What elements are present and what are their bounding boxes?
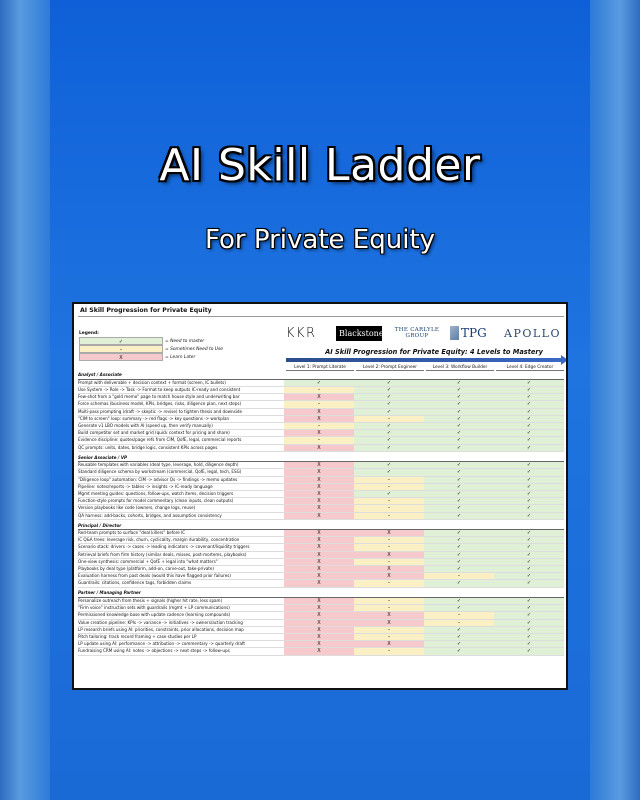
check-icon: ✓ [494,566,564,573]
legend-title: Legend: [79,331,99,336]
x-icon: X [284,580,354,587]
dash-icon: – [354,648,424,655]
x-icon: X [284,633,354,640]
x-icon: X [354,612,424,619]
check-icon: ✓ [424,408,494,415]
skill-label: "Diligence loop" automation: CIM -> advisor Qs -> findings -> memo updates [78,476,284,483]
table-row [78,573,564,580]
x-icon: X [354,566,424,573]
table-row [78,605,564,612]
check-icon: ✓ [424,512,494,519]
check-icon: ✓ [424,379,494,386]
skill-label: Value creation pipeline: KPIs -> variance -> initiatives -> owners/action tracking [78,619,284,626]
x-icon: X [354,573,424,580]
check-icon: ✓ [424,544,494,551]
x-icon: X [284,544,354,551]
skill-label: Evaluation harness from past deals (would this have flagged prior failures) [78,573,284,580]
skill-label: Fundraising CRM using AI: notes -> objections -> next steps -> follow-ups [78,648,284,655]
check-icon: ✓ [424,537,494,544]
tpg-logo [450,326,498,340]
table-row [78,505,564,512]
x-icon: X [284,573,354,580]
check-icon: ✓ [494,505,564,512]
check-icon: ✓ [354,462,424,469]
dash-icon: – [284,423,354,430]
dash-icon: – [354,476,424,483]
x-icon: X [284,551,354,558]
tpg-logo-text: TPG [461,326,487,340]
check-icon: ✓ [354,469,424,476]
skill-label: Playbooks by deal type (platform, add-on, carve-out, take-private) [78,566,284,573]
dash-icon: – [424,573,494,580]
skill-label: Multi-pass prompting (draft -> skeptic -> revise) to tighten thesis and downside [78,408,284,415]
level-header-4: Level 4: Edge Creator [496,364,564,371]
divider [78,316,564,317]
legend-label: = Need to master [165,338,205,344]
check-icon: ✓ [424,580,494,587]
check-icon: ✓ [494,597,564,604]
skill-label: Mgmt meeting guides: questions, follow-ups, watch items, decision triggers [78,490,284,497]
x-icon: X [284,626,354,633]
x-icon: X [284,498,354,505]
x-icon: X [284,483,354,490]
cover-title: AI Skill Ladder [159,140,481,191]
table-row [78,537,564,544]
table-row [78,633,564,640]
dash-icon: – [354,537,424,544]
check-icon: ✓ [494,537,564,544]
check-icon: ✓ [354,490,424,497]
check-icon: ✓ [494,512,564,519]
dash-icon: – [354,512,424,519]
skill-label: Guardrails: citations, confidence tags, forbidden claims [78,580,284,587]
x-icon: X [284,612,354,619]
table-row [78,558,564,565]
check-icon: ✓ [354,437,424,444]
skill-label: Scenario stack: drivers -> cases -> leading indicators -> covenant/liquidity triggers [78,544,284,551]
check-icon: ✓ [354,430,424,437]
table-row [78,498,564,505]
check-icon: ✓ [424,387,494,394]
check-icon: ✓ [494,626,564,633]
blackstone-logo: Blackstone [336,326,382,341]
check-icon: ✓ [494,476,564,483]
check-icon: ✓ [494,605,564,612]
check-icon: ✓ [354,444,424,451]
dash-icon: – [354,605,424,612]
check-icon: ✓ [424,633,494,640]
check-icon: ✓ [354,387,424,394]
x-icon: X [284,530,354,537]
table-row [78,530,564,537]
legend-label: = Sometimes Need to Use [165,346,224,352]
kkr-logo: KKR [286,325,317,341]
check-icon: ✓ [284,379,354,386]
skill-label: Personalize outreach from thesis + signals (higher hit rate, less spam) [78,597,284,604]
x-icon: X [284,415,354,422]
skill-label: Permissioned knowledge base with update cadence (learning compounds) [78,612,284,619]
dash-icon: – [79,345,163,353]
dash-icon: – [284,437,354,444]
dash-icon: – [354,483,424,490]
check-icon: ✓ [494,437,564,444]
table-row [78,544,564,551]
table-row [78,612,564,619]
level-header-3: Level 3: Workflow Builder [426,364,494,371]
check-icon: ✓ [424,444,494,451]
check-icon: ✓ [494,633,564,640]
check-icon: ✓ [424,437,494,444]
check-icon: ✓ [424,530,494,537]
table-row [78,415,564,422]
table-row [78,476,564,483]
dash-icon: – [354,505,424,512]
section-title: Partner / Managing Partner [78,590,564,597]
x-icon: X [284,462,354,469]
tpg-mark-icon [450,326,459,340]
check-icon: ✓ [494,573,564,580]
check-icon: ✓ [494,387,564,394]
check-icon: ✓ [494,641,564,648]
skill-label: Generate v1 LBO models with AI (speed up, then verify manually) [78,423,284,430]
check-icon: ✓ [424,490,494,497]
section-title: Senior Associate / VP [78,454,564,461]
section-title: Analyst / Associate [78,372,564,379]
check-icon: ✓ [424,551,494,558]
skill-label: QA harness: add-backs, cohorts, bridges, and assumption consistency [78,512,284,519]
skill-label: QC prompts: units, dates, bridge logic, consistent KPIs across pages [78,444,284,451]
table-row [78,566,564,573]
progression-arrow-icon [286,358,562,362]
x-icon: X [284,605,354,612]
table-row [78,387,564,394]
legend-item-later [79,353,254,361]
skill-progression-sheet [72,302,568,690]
x-icon: X [284,444,354,451]
section-header-row [78,590,564,597]
level-header-1: Level 1: Prompt Literate [286,364,354,371]
check-icon: ✓ [494,483,564,490]
dash-icon: – [354,544,424,551]
skill-label: Few-shot from a "gold memo" page to match house style and underwriting bar [78,394,284,401]
x-icon: X [354,641,424,648]
table-row [78,580,564,587]
dash-icon: – [354,558,424,565]
check-icon: ✓ [354,401,424,408]
check-icon: ✓ [354,423,424,430]
table-row [78,597,564,604]
x-icon: X [284,641,354,648]
dash-icon: – [424,612,494,619]
check-icon: ✓ [494,444,564,451]
check-icon: ✓ [494,648,564,655]
check-icon: ✓ [424,605,494,612]
table-row [78,551,564,558]
table-row [78,490,564,497]
table-row [78,648,564,655]
table-row [78,423,564,430]
dash-icon: – [354,415,424,422]
table-row [78,379,564,386]
x-icon: X [284,648,354,655]
check-icon: ✓ [424,430,494,437]
x-icon: X [354,551,424,558]
firm-logos [286,322,566,344]
dash-icon: – [354,626,424,633]
check-icon: ✓ [424,648,494,655]
table-row [78,641,564,648]
skill-label: Red-team prompts to surface "deal killers" before IC [78,530,284,537]
x-icon: X [354,619,424,626]
skill-table [78,372,564,656]
table-row [78,512,564,519]
dash-icon: – [354,633,424,640]
check-icon: ✓ [494,379,564,386]
x-icon: X [354,530,424,537]
x-icon: X [284,476,354,483]
dash-icon: – [354,498,424,505]
check-icon: ✓ [494,551,564,558]
check-icon: ✓ [424,415,494,422]
check-icon: ✓ [424,558,494,565]
skill-label: Version playbooks like code (owners, change logs, reuse) [78,505,284,512]
skill-label: One-view synthesis: commercial + QofE + legal into "what matters" [78,558,284,565]
x-icon: X [284,469,354,476]
skill-label: "CIM to screen" loop: summary -> red flags -> key questions -> workplan [78,415,284,422]
x-icon: X [79,353,163,361]
check-icon: ✓ [494,401,564,408]
table-row [78,437,564,444]
skill-label: Pitch tailoring: track record framing + case studies per LP [78,633,284,640]
dash-icon: – [354,580,424,587]
x-icon: X [284,430,354,437]
skill-label: Use System -> Role -> Task -> Format to keep outputs IC-ready and consistent [78,387,284,394]
check-icon: ✓ [494,619,564,626]
check-icon: ✓ [494,408,564,415]
x-icon: X [284,566,354,573]
table-row [78,394,564,401]
skill-label: IC Q&A trees: leverage risk, churn, cyclicality, margin durability, concentration [78,537,284,544]
legend-label: = Learn Later [165,354,196,360]
check-icon: ✓ [424,566,494,573]
check-icon: ✓ [494,580,564,587]
x-icon: X [284,558,354,565]
dash-icon: – [284,387,354,394]
legend-item-sometimes [79,345,254,353]
skill-label: Retrieval briefs from firm history (similar deals, misses, post-mortems, playbooks) [78,551,284,558]
section-header-row [78,372,564,379]
check-icon: ✓ [494,490,564,497]
check-icon: ✓ [354,394,424,401]
check-icon: ✓ [494,544,564,551]
table-row [78,483,564,490]
x-icon: X [284,408,354,415]
skill-label: Reusable templates with variables (deal type, leverage, hold, diligence depth) [78,462,284,469]
cover-subtitle: For Private Equity [204,225,435,255]
check-icon: ✓ [424,469,494,476]
check-icon: ✓ [424,423,494,430]
check-icon: ✓ [424,626,494,633]
table-row [78,619,564,626]
x-icon: X [284,490,354,497]
table-row [78,444,564,451]
check-icon: ✓ [494,469,564,476]
check-icon: ✓ [424,641,494,648]
carlyle-logo: THE CARLYLE GROUP [394,327,440,339]
skill-label: Prompt with deliverable + decision context + format (screen, IC bullets) [78,379,284,386]
skill-label: Pipeline: notes/reports -> tables -> insights -> IC-ready language [78,483,284,490]
level-header-2: Level 2: Prompt Engineer [356,364,424,371]
check-icon: ✓ [354,379,424,386]
skill-label: "Firm voice" instruction sets with guardrails (mgmt + LP communications) [78,605,284,612]
skill-label: Force schemas (business model, KPIs, bridges, risks, diligence plan, next steps) [78,401,284,408]
check-icon: ✓ [494,498,564,505]
table-row [78,408,564,415]
check-icon: ✓ [494,430,564,437]
skill-label: Evidence discipline: quotes/page refs from CIM, QofE, legal, commercial reports [78,437,284,444]
table-row [78,469,564,476]
check-icon: ✓ [494,415,564,422]
check-icon: ✓ [424,498,494,505]
dash-icon: – [354,597,424,604]
check-icon: ✓ [494,462,564,469]
sheet-title: AI Skill Progression for Private Equity [80,307,212,314]
apollo-logo: APOLLO [504,326,561,340]
check-icon: ✓ [424,462,494,469]
check-icon: ✓ [494,558,564,565]
check-icon: ✓ [354,408,424,415]
table-row [78,462,564,469]
dash-icon: – [284,401,354,408]
table-row [78,626,564,633]
check-icon: ✓ [494,394,564,401]
x-icon: X [284,619,354,626]
check-icon: ✓ [424,394,494,401]
skill-label: Standard diligence schema by workstream (commercial, QofE, legal, tech, ESG) [78,469,284,476]
x-icon: X [284,537,354,544]
progression-banner: AI Skill Progression for Private Equity: 4 Levels to Mastery [325,348,543,356]
check-icon: ✓ [424,505,494,512]
legend-item-master [79,337,254,345]
x-icon: X [284,512,354,519]
table-row [78,401,564,408]
skill-label: Function-style prompts for model commentary (clean inputs, clean outputs) [78,498,284,505]
check-icon: ✓ [494,530,564,537]
x-icon: X [284,505,354,512]
check-icon: ✓ [424,483,494,490]
section-header-row [78,522,564,529]
legend [79,331,254,361]
section-title: Principal / Director [78,522,564,529]
skill-label: Build competitor set and market grid (quick context for pricing and share) [78,430,284,437]
skill-label: LP research briefs using AI: priorities, constraints, prior allocations, decision map [78,626,284,633]
table-row [78,430,564,437]
check-icon: ✓ [79,337,163,345]
check-icon: ✓ [494,423,564,430]
check-icon: ✓ [424,597,494,604]
check-icon: ✓ [424,401,494,408]
check-icon: ✓ [494,612,564,619]
x-icon: X [284,394,354,401]
x-icon: X [284,597,354,604]
skill-label: LP update using AI: performance -> attribution -> commentary -> quarterly draft [78,641,284,648]
check-icon: ✓ [424,476,494,483]
dash-icon: – [424,619,494,626]
section-header-row [78,454,564,461]
